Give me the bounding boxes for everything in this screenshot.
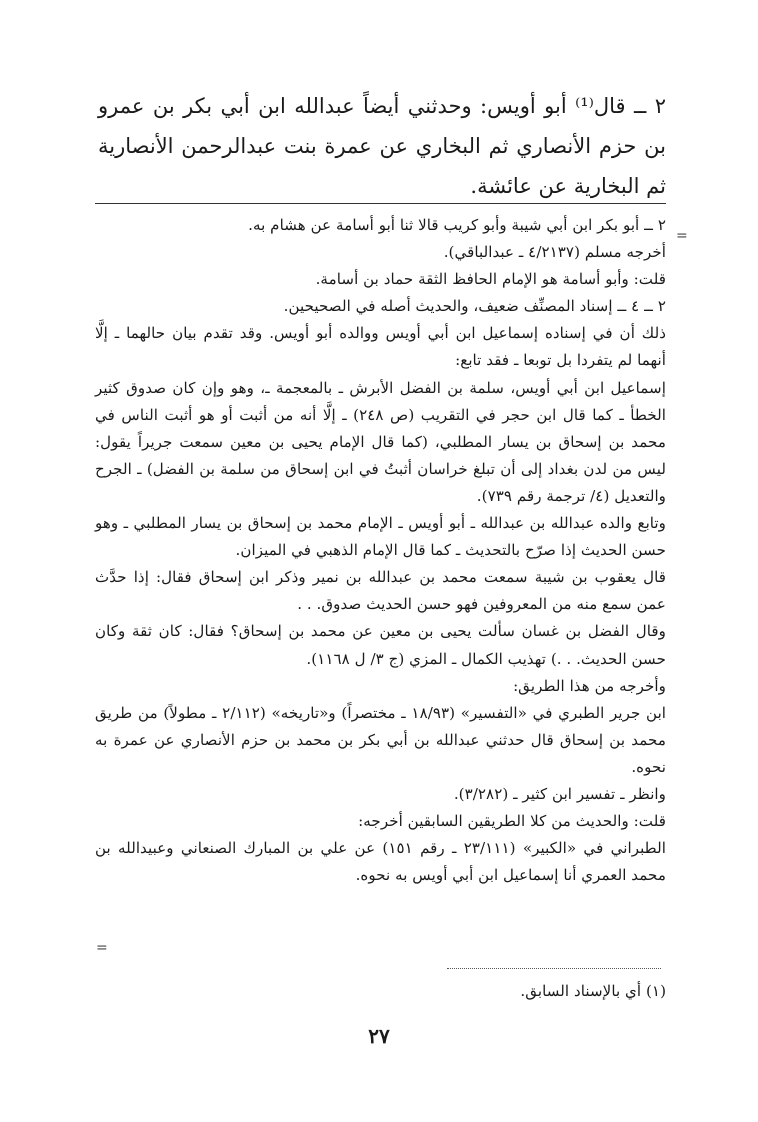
footnote-separator (447, 968, 661, 969)
note-line: ٢ ــ ٤ ــ إسناد المصنِّف ضعيف، والحديث أصله في الصحيحين. (283, 297, 666, 316)
main-text-block (98, 86, 666, 206)
note-paragraph: وتابع والده عبدالله بن عبدالله ـ أبو أويس ـ الإمام محمد بن إسحاق بن يسار المطلبي ـ وهو حسن الحديث إذا صرّح بالتحديث ـ كما قال الإمام الذهبي في الميزان. (95, 514, 666, 560)
commentary-notes (95, 212, 666, 889)
margin-mark: = (676, 228, 688, 244)
note-paragraph: إسماعيل ابن أبي أويس، سلمة بن الفضل الأبرش ـ بالمعجمة ـ، وهو وإن كان صدوق كثير الخطأ ـ كما قال ابن حجر في التقريب (ص ٢٤٨) ـ إلَّا أنه من أثبت أو هو أثبت الناس في محمد بن إسحاق بن يسار المطلبي، (كما قال الإمام يحيى بن معين سمعت جريراً يقول: ليس من لدن بغداد إلى أن تبلغ خراسان أثبتُ في ابن إسحاق من سلمة بن الفضل) ـ الجرح والتعديل (٤/ ترجمة رقم ٧٣٩). (95, 378, 666, 505)
note-line: وأخرجه من هذا الطريق: (513, 676, 666, 695)
margin-mark: = (96, 940, 108, 956)
note-line: أخرجه مسلم (٤/٢١٣٧ ـ عبدالباقي). (443, 243, 666, 262)
note-paragraph: وقال الفضل بن غسان سألت يحيى بن معين عن محمد بن إسحاق؟ فقال: كان ثقة وكان حسن الحديث. . .) تهذيب الكمال ـ المزي (ج ٣/ ل ١١٦٨). (95, 622, 666, 668)
note-paragraph: الطبراني في «الكبير» (٢٣/١١١ ـ رقم ١٥١) عن علي بن المبارك الصنعاني وعبيدالله بن محمد العمري أنا إسماعيل ابن أبي أويس به نحوه. (95, 839, 666, 885)
note-line: وانظر ـ تفسير ابن كثير ـ (٣/٢٨٢). (453, 784, 666, 803)
note-paragraph: قال يعقوب بن شيبة سمعت محمد بن عبدالله بن نمير وذكر ابن إسحاق فقال: إذا حدَّث عمن سمع منه من المعروفين فهو حسن الحديث صدوق. . . (95, 568, 666, 614)
note-line: قلت: وأبو أسامة هو الإمام الحافظ الثقة حماد بن أسامة. (315, 270, 666, 289)
page-number: ٢٧ (368, 1024, 390, 1048)
note-line: قلت: والحديث من كلا الطريقين السابقين أخرجه: (358, 812, 666, 831)
footnote: (١) أي بالإسناد السابق. (520, 982, 666, 1000)
notes-divider (95, 203, 666, 204)
note-paragraph: ذلك أن في إسناده إسماعيل ابن أبي أويس ووالده أبو أويس. وقد تقدم بيان حالهما ـ إلَّا أنهما لم يتفردا بل توبعا ـ فقد تابع: (95, 324, 666, 370)
hadith-text: ٢ ــ قال⁽¹⁾ أبو أويس: وحدثني أيضاً عبدالله ابن أبي بكر بن عمرو بن حزم الأنصاري ثم البخاري عن عمرة بنت عبدالرحمن الأنصارية ثم البخارية عن عائشة. (98, 94, 666, 198)
note-line: ٢ ــ أبو بكر ابن أبي شيبة وأبو كريب قالا ثنا أبو أسامة عن هشام به. (248, 216, 666, 234)
note-paragraph: ابن جرير الطبري في «التفسير» (١٨/٩٣ ـ مختصراً) و«تاريخه» (٢/١١٢ ـ مطولاً) من طريق محمد بن إسحاق قال حدثني عبدالله بن أبي بكر بن محمد بن حزم الأنصاري عن عمرة به نحوه. (95, 703, 667, 776)
